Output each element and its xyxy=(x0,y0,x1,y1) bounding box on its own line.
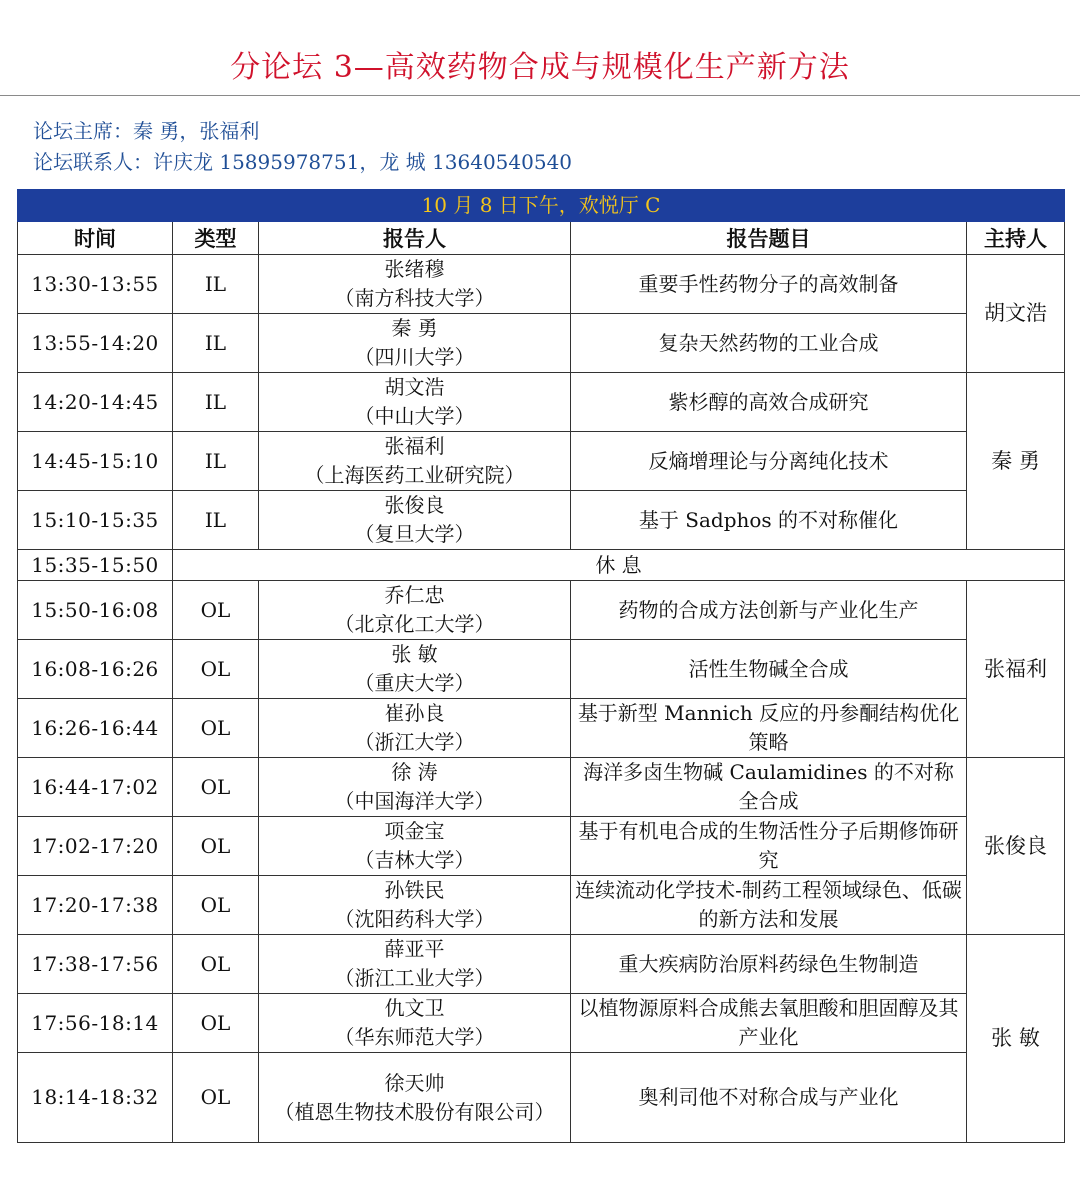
header-speaker: 报告人 xyxy=(259,222,571,255)
talk-speaker xyxy=(259,314,571,373)
speaker-affiliation: （南方科技大学） xyxy=(334,286,495,310)
talk-topic: 药物的合成方法创新与产业化生产 xyxy=(571,581,967,640)
talk-time: 16:26-16:44 xyxy=(18,699,173,758)
talk-type: OL xyxy=(173,699,259,758)
talk-time: 13:30-13:55 xyxy=(18,255,173,314)
table-row xyxy=(18,699,1065,758)
table-row xyxy=(18,581,1065,640)
table-row xyxy=(18,994,1065,1053)
session-banner-row xyxy=(18,190,1065,222)
talk-type: IL xyxy=(173,314,259,373)
forum-contacts: 论坛联系人：许庆龙 15895978751，龙 城 13640540540 xyxy=(33,150,573,174)
talk-type: OL xyxy=(173,581,259,640)
talk-topic: 基于 Sadphos 的不对称催化 xyxy=(571,491,967,550)
title-divider xyxy=(0,95,1080,96)
talk-topic: 反熵增理论与分离纯化技术 xyxy=(571,432,967,491)
speaker-name: 张俊良 xyxy=(384,493,445,517)
break-label: 休 息 xyxy=(173,550,1065,581)
talk-time: 14:45-15:10 xyxy=(18,432,173,491)
table-row xyxy=(18,758,1065,817)
talk-type: IL xyxy=(173,432,259,491)
speaker-name: 徐天帅 xyxy=(384,1070,445,1095)
talk-speaker xyxy=(259,1053,571,1143)
talk-topic: 紫杉醇的高效合成研究 xyxy=(571,373,967,432)
header-type: 类型 xyxy=(173,222,259,255)
header-topic: 报告题目 xyxy=(571,222,967,255)
table-row xyxy=(18,255,1065,314)
talk-topic: 奥利司他不对称合成与产业化 xyxy=(571,1053,967,1143)
talk-topic: 基于新型 Mannich 反应的丹参酮结构优化策略 xyxy=(571,699,967,758)
speaker-affiliation: （植恩生物技术股份有限公司） xyxy=(274,1099,555,1124)
speaker-affiliation: （重庆大学） xyxy=(354,671,475,695)
table-row xyxy=(18,935,1065,994)
table-row xyxy=(18,432,1065,491)
table-row xyxy=(18,491,1065,550)
talk-time: 16:44-17:02 xyxy=(18,758,173,817)
talk-speaker xyxy=(259,817,571,876)
speaker-affiliation: （四川大学） xyxy=(354,345,475,369)
speaker-name: 乔仁忠 xyxy=(384,583,445,607)
talk-type: OL xyxy=(173,640,259,699)
speaker-affiliation: （浙江工业大学） xyxy=(334,966,495,990)
talk-type: IL xyxy=(173,373,259,432)
speaker-name: 孙铁民 xyxy=(384,878,445,902)
table-row xyxy=(18,1053,1065,1143)
speaker-name: 秦 勇 xyxy=(391,316,438,340)
talk-topic: 以植物源原料合成熊去氧胆酸和胆固醇及其产业化 xyxy=(571,994,967,1053)
session-host: 秦 勇 xyxy=(967,373,1065,550)
table-row xyxy=(18,640,1065,699)
speaker-name: 张绪穆 xyxy=(384,257,445,281)
talk-time: 17:02-17:20 xyxy=(18,817,173,876)
speaker-affiliation: （上海医药工业研究院） xyxy=(304,463,525,487)
talk-time: 16:08-16:26 xyxy=(18,640,173,699)
talk-speaker xyxy=(259,432,571,491)
speaker-affiliation: （中山大学） xyxy=(354,404,475,428)
talk-topic: 海洋多卤生物碱 Caulamidines 的不对称全合成 xyxy=(571,758,967,817)
session-host: 张福利 xyxy=(967,581,1065,758)
talk-speaker xyxy=(259,640,571,699)
talk-type: OL xyxy=(173,935,259,994)
table-row xyxy=(18,314,1065,373)
talk-speaker xyxy=(259,876,571,935)
session-banner: 10 月 8 日下午，欢悦厅 C xyxy=(18,190,1065,222)
speaker-name: 薛亚平 xyxy=(384,937,445,961)
talk-topic: 重要手性药物分子的高效制备 xyxy=(571,255,967,314)
talk-time: 17:20-17:38 xyxy=(18,876,173,935)
header-host: 主持人 xyxy=(967,222,1065,255)
speaker-name: 崔孙良 xyxy=(384,701,445,725)
speaker-affiliation: （沈阳药科大学） xyxy=(334,907,495,931)
talk-speaker xyxy=(259,491,571,550)
talk-speaker xyxy=(259,255,571,314)
session-host: 胡文浩 xyxy=(967,255,1065,373)
talk-type: IL xyxy=(173,491,259,550)
talk-speaker xyxy=(259,994,571,1053)
table-row xyxy=(18,876,1065,935)
break-row xyxy=(18,550,1065,581)
speaker-affiliation: （复旦大学） xyxy=(354,522,475,546)
talk-type: OL xyxy=(173,994,259,1053)
talk-time: 17:38-17:56 xyxy=(18,935,173,994)
talk-type: OL xyxy=(173,758,259,817)
speaker-name: 徐 涛 xyxy=(391,760,438,784)
header-time: 时间 xyxy=(18,222,173,255)
speaker-affiliation: （北京化工大学） xyxy=(334,612,495,636)
header-row xyxy=(18,222,1065,255)
session-host: 张 敏 xyxy=(967,935,1065,1143)
speaker-name: 仇文卫 xyxy=(384,996,445,1020)
speaker-affiliation: （中国海洋大学） xyxy=(334,789,495,813)
talk-topic: 连续流动化学技术-制药工程领域绿色、低碳的新方法和发展 xyxy=(571,876,967,935)
speaker-affiliation: （吉林大学） xyxy=(354,848,475,872)
break-time: 15:35-15:50 xyxy=(18,550,173,581)
talk-time: 18:14-18:32 xyxy=(18,1053,173,1143)
talk-time: 17:56-18:14 xyxy=(18,994,173,1053)
table-row xyxy=(18,817,1065,876)
talk-type: IL xyxy=(173,255,259,314)
speaker-name: 胡文浩 xyxy=(384,375,445,399)
table-row xyxy=(18,373,1065,432)
talk-topic: 基于有机电合成的生物活性分子后期修饰研究 xyxy=(571,817,967,876)
speaker-name: 张福利 xyxy=(384,434,445,458)
talk-time: 15:10-15:35 xyxy=(18,491,173,550)
talk-speaker xyxy=(259,758,571,817)
speaker-affiliation: （浙江大学） xyxy=(354,730,475,754)
talk-topic: 重大疾病防治原料药绿色生物制造 xyxy=(571,935,967,994)
speaker-name: 项金宝 xyxy=(384,819,445,843)
talk-topic: 活性生物碱全合成 xyxy=(571,640,967,699)
talk-time: 15:50-16:08 xyxy=(18,581,173,640)
speaker-name: 张 敏 xyxy=(391,642,438,666)
talk-speaker xyxy=(259,935,571,994)
page-title: 分论坛 3—高效药物合成与规模化生产新方法 xyxy=(230,50,850,85)
speaker-affiliation: （华东师范大学） xyxy=(334,1025,495,1049)
talk-speaker xyxy=(259,581,571,640)
forum-chairs: 论坛主席：秦 勇，张福利 xyxy=(33,119,260,143)
talk-type: OL xyxy=(173,876,259,935)
talk-time: 13:55-14:20 xyxy=(18,314,173,373)
schedule-table xyxy=(17,189,1065,1143)
talk-speaker xyxy=(259,699,571,758)
session-host: 张俊良 xyxy=(967,758,1065,935)
talk-time: 14:20-14:45 xyxy=(18,373,173,432)
talk-topic: 复杂天然药物的工业合成 xyxy=(571,314,967,373)
talk-type: OL xyxy=(173,1053,259,1143)
talk-speaker xyxy=(259,373,571,432)
talk-type: OL xyxy=(173,817,259,876)
